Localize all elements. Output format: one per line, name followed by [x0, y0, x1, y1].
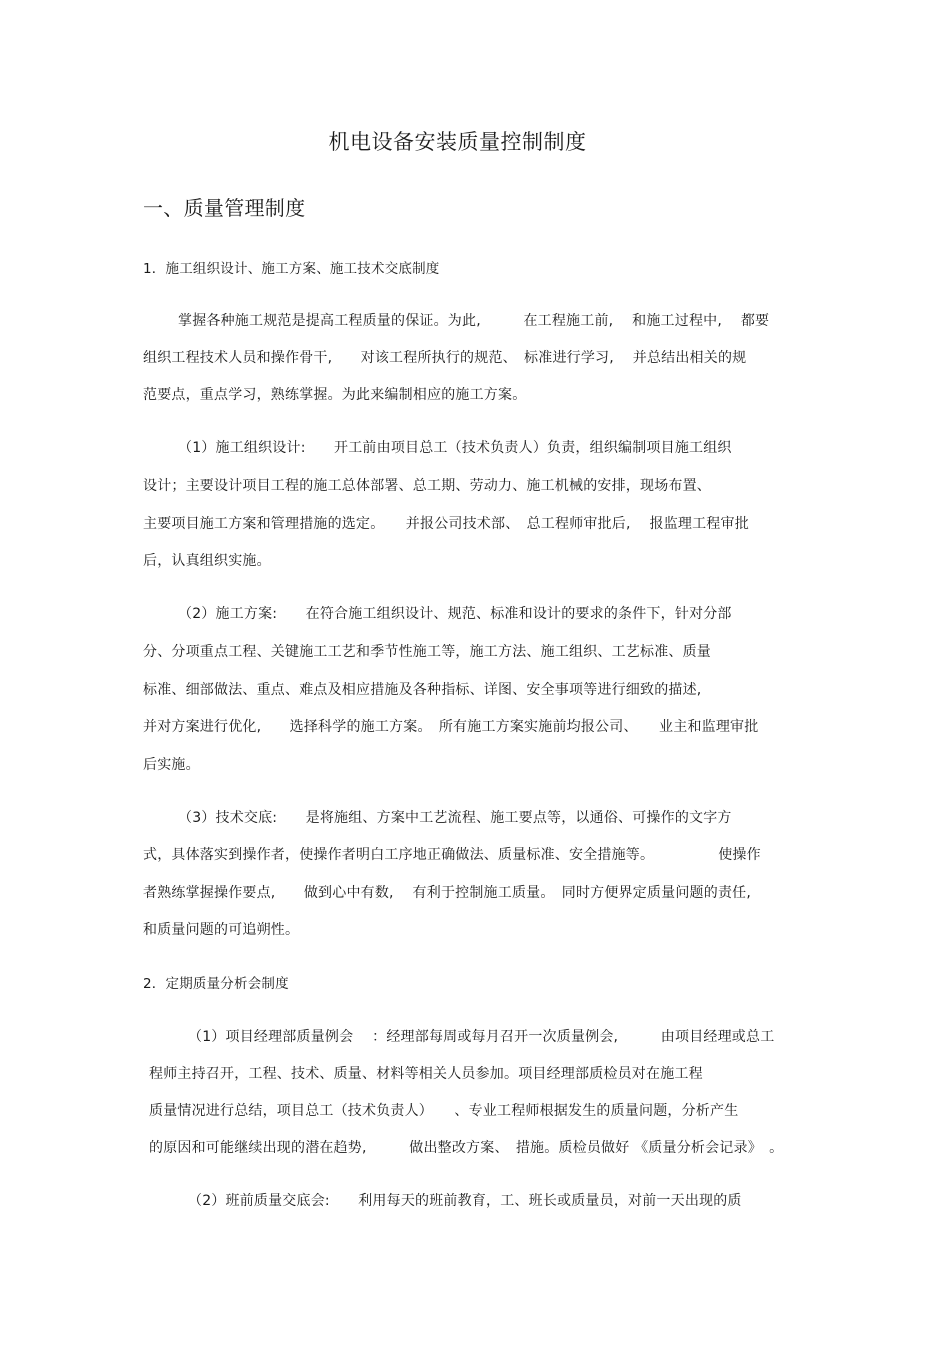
paragraph-line: 质量情况进行总结，项目总工（技术负责人） 、专业工程师根据发生的质量问题，分析产生 [149, 1103, 739, 1119]
paragraph-line: 程师主持召开，工程、技术、质量、材料等相关人员参加。项目经理部质检员对在施工程 [149, 1066, 703, 1082]
paragraph-line: 者熟练掌握操作要点, 做到心中有数, 有利于控制施工质量。 同时方便界定质量问题的责任, [143, 885, 751, 901]
paragraph-line: 设计；主要设计项目工程的施工总体部署、总工期、劳动力、施工机械的安排，现场布置、 [143, 478, 711, 494]
paragraph-line: 的原因和可能继续出现的潜在趋势, 做出整改方案、 措施。质检员做好 《质量分析会记录》 。 [149, 1140, 784, 1156]
paragraph-line: 后，认真组织实施。 [143, 553, 271, 569]
paragraph-line: 分、分项重点工程、关键施工工艺和季节性施工等，施工方法、施工组织、工艺标准、质量 [143, 644, 711, 660]
paragraph-line: 和质量问题的可追朔性。 [143, 922, 300, 938]
paragraph-line: 组织工程技术人员和操作骨干, 对该工程所执行的规范、 标准进行学习, 并总结出相关的规 [143, 350, 747, 366]
paragraph-line: （2）施工方案: 在符合施工组织设计、规范、标准和设计的要求的条件下，针对分部 [178, 606, 732, 622]
paragraph-line: 式，具体落实到操作者，使操作者明白工序地正确做法、质量标准、安全措施等。 使操作 [143, 847, 761, 863]
paragraph-line: 主要项目施工方案和管理措施的选定。 并报公司技术部、 总工程师审批后, 报监理工程审批 [143, 516, 749, 532]
subsection-heading: 1．施工组织设计、施工方案、施工技术交底制度 [143, 261, 440, 277]
paragraph-line: （3）技术交底: 是将施组、方案中工艺流程、施工要点等，以通俗、可操作的文字方 [178, 810, 732, 826]
document-title: 机电设备安装质量控制制度 [328, 130, 587, 154]
paragraph-line: （1）项目经理部质量例会 ：经理部每周或每月召开一次质量例会, 由项目经理或总工 [188, 1029, 775, 1045]
subsection-heading: 2．定期质量分析会制度 [143, 976, 289, 992]
paragraph-line: 并对方案进行优化, 选择科学的施工方案。 所有施工方案实施前均报公司、 业主和监理审批 [143, 719, 759, 735]
paragraph-line: （2）班前质量交底会: 利用每天的班前教育，工、班长或质量员，对前一天出现的质 [188, 1193, 742, 1209]
paragraph-line: 范要点，重点学习，熟练掌握。为此来编制相应的施工方案。 [143, 387, 527, 403]
paragraph-line: 后实施。 [143, 757, 200, 773]
section-heading: 一、质量管理制度 [143, 196, 306, 220]
paragraph-line: 标准、细部做法、重点、难点及相应措施及各种指标、详图、安全事项等进行细致的描述, [143, 682, 702, 698]
paragraph-line: （1）施工组织设计: 开工前由项目总工（技术负责人）负责，组织编制项目施工组织 [178, 440, 732, 456]
paragraph-line: 掌握各种施工规范是提高工程质量的保证。为此, 在工程施工前, 和施工过程中, 都要 [178, 313, 770, 329]
